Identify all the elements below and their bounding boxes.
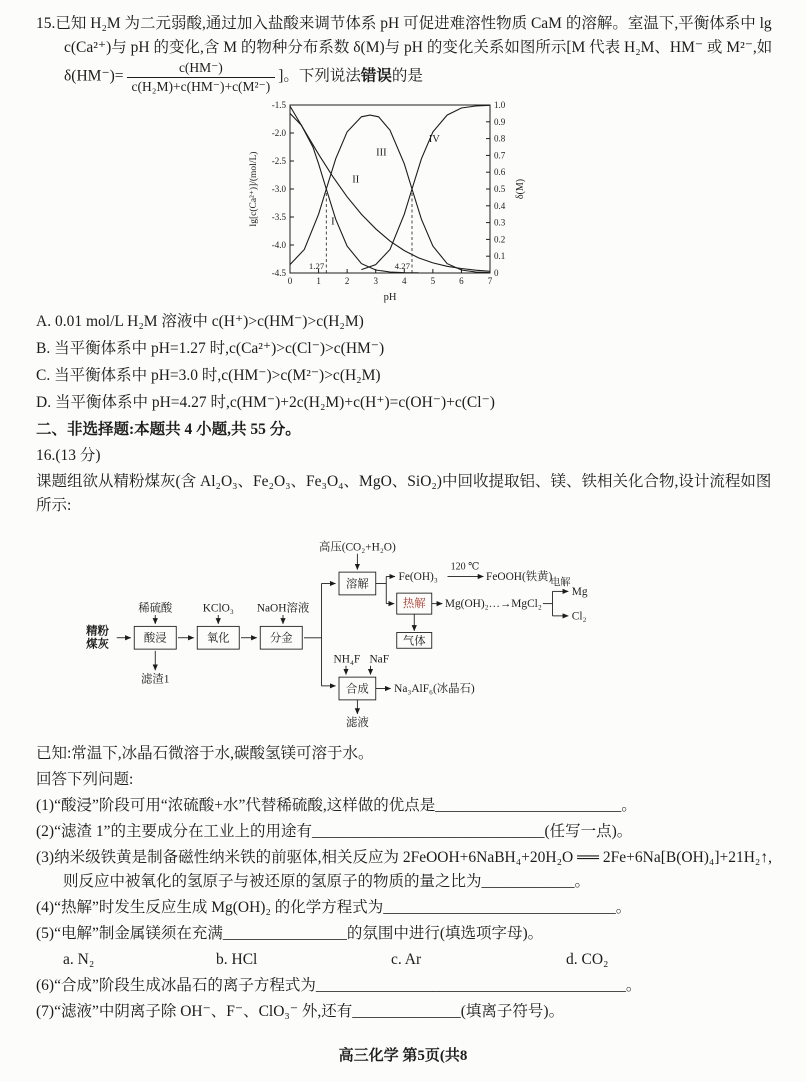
mg-chain-label: Mg(OH)₂…→MgCl₂ (444, 598, 542, 611)
q15-stem-text-3: 的是 (391, 67, 423, 85)
q15-number: 15. (36, 15, 56, 32)
q16-sub-6: (6)“合成”阶段生成冰晶石的离子方程式为________________________________________。 (36, 976, 642, 994)
q16-intro: 课题组欲从精粉煤灰(含 Al₂O₃、Fe₂O₃、Fe₃O₄、MgO、SiO₂)中回收提取铝、镁、铁相关化合物,设计流程如图所示: (36, 473, 772, 515)
residue1-label: 滤渣1 (141, 673, 170, 686)
svg-text:-2.5: -2.5 (271, 156, 286, 167)
fraction-denominator: c(H₂M)+c(HM⁻)+c(M²⁻) (131, 78, 271, 94)
cryolite-label: Na₃AlF₆(冰晶石) (394, 683, 475, 696)
q15-stem-text-1: 已知 H₂M 为二元弱酸,通过加入盐酸来调节体系 pH 可促进难溶性物质 CaM 的溶解。室温下,平衡体系中 lg c(Ca²⁺)与 pH 的变化,含 M 的物种分布系数 δ(M)与 pH 的变化关系如图所示[M 代表 H₂M、HM⁻ 或 M²⁻,如 δ(HM⁻)= (55, 15, 773, 85)
q16-figure (66, 524, 780, 738)
mg-label: Mg (571, 586, 588, 599)
svg-text:lg[c(Ca²⁺)]/(mol/L): lg[c(Ca²⁺)]/(mol/L) (249, 151, 259, 227)
svg-text:IV: IV (428, 134, 440, 146)
choice-d-label: d. (566, 950, 578, 968)
option-c-text: 当平衡体系中 pH=3.0 时,c(HM⁻)>c(M²⁻)>c(H₂M) (54, 367, 381, 385)
svg-text:0.2: 0.2 (494, 234, 506, 245)
svg-text:1.27: 1.27 (308, 261, 325, 272)
choice-c (391, 948, 566, 972)
reagent-kclo3: KClO₃ (202, 602, 234, 615)
q15-stem (36, 12, 780, 94)
box-synthesis-label: 合成 (346, 683, 369, 696)
svg-text:5: 5 (430, 276, 436, 287)
svg-text:-1.5: -1.5 (271, 100, 286, 111)
choice-b (216, 948, 391, 972)
reagent-naoh: NaOH溶液 (256, 602, 310, 615)
flow-feed-line1: 精粉 (86, 625, 109, 638)
reagent-high-pressure: 高压(CO₂+H₂O) (318, 541, 396, 554)
svg-text:II: II (352, 174, 360, 186)
q15-option-c (36, 364, 780, 388)
svg-text:0.7: 0.7 (494, 150, 506, 161)
choice-d-text: CO₂ (581, 950, 609, 968)
choice-c-label: c. (391, 950, 402, 968)
svg-text:7: 7 (487, 276, 493, 287)
svg-text:-4.0: -4.0 (271, 240, 286, 251)
svg-text:6: 6 (459, 276, 464, 287)
box-acid-leach-label: 酸浸 (143, 632, 167, 645)
option-d-label: D. (36, 394, 52, 412)
box-dissolve-label: 溶解 (346, 578, 369, 591)
choice-b-text: HCl (231, 950, 258, 968)
q16-sub-2: (2)“滤渣 1”的主要成分在工业上的用途有______________________________(任写一点)。 (36, 822, 633, 840)
q16-sub-3: (3)纳米级铁黄是制备磁性纳米铁的前驱体,相关反应为 2FeOOH+6NaBH₄+20H₂O ══ 2Fe+6Na[B(OH)₄]+21H₂↑,则反应中被氧化的氢原子与被还原的氢原子的物质的量之比为____________。 (36, 848, 772, 890)
svg-text:0.8: 0.8 (494, 133, 506, 144)
q15-option-a (36, 310, 780, 334)
delta-fraction (127, 60, 276, 94)
feoh3-label: Fe(OH)₃ (398, 571, 438, 584)
choice-a-text: N₂ (77, 950, 95, 968)
svg-text:0.1: 0.1 (494, 251, 506, 262)
box-oxidize-label: 氧化 (206, 632, 230, 645)
feooh-label: FeOOH(铁黄) (486, 571, 553, 584)
svg-text:δ(M): δ(M) (515, 178, 526, 200)
cl2-label: Cl₂ (571, 610, 587, 623)
svg-text:0.6: 0.6 (494, 167, 506, 178)
svg-text:0.9: 0.9 (494, 116, 506, 127)
svg-text:III: III (376, 147, 387, 159)
q16-sub-1: (1)“酸浸”阶段可用“浓硫酸+水”代替稀硫酸,这样做的优点是________________________。 (36, 796, 637, 814)
page-footer: 高三化学 第5页(共8 (338, 1047, 468, 1064)
flow-feed-line2: 煤灰 (86, 638, 109, 651)
reagent-dilute-acid: 稀硫酸 (138, 602, 173, 615)
q16-number: 16.(13 分) (36, 447, 101, 465)
option-c-label: C. (36, 367, 51, 385)
temp-120c-label: 120 ℃ (450, 561, 480, 573)
q16-sub-5-choices (36, 948, 780, 972)
svg-text:-3.5: -3.5 (271, 212, 286, 223)
option-a-text: 0.01 mol/L H₂M 溶液中 c(H⁺)>c(HM⁻)>c(H₂M) (54, 313, 364, 331)
svg-text:0: 0 (287, 276, 293, 287)
svg-text:2: 2 (344, 276, 350, 287)
electrolysis-label: 电解 (550, 577, 571, 589)
option-b-text: 当平衡体系中 pH=1.27 时,c(Ca²⁺)>c(Cl⁻)>c(HM⁻) (54, 340, 385, 358)
option-d-text: 当平衡体系中 pH=4.27 时,c(HM⁻)+2c(H₂M)+c(H⁺)=c(OH⁻)+c(Cl⁻) (54, 394, 495, 412)
q15-chart (244, 98, 536, 306)
fraction-numerator: c(HM⁻) (127, 60, 276, 78)
box-pyrolysis-label: 热解 (402, 598, 426, 611)
q15-stem-text-2: ]。下列说法 (278, 67, 361, 85)
reagent-naf: NaF (369, 653, 390, 666)
choice-a-label: a. (63, 950, 74, 968)
q16-sub-4: (4)“热解”时发生反应生成 Mg(OH)₂ 的化学方程式为______________________________。 (36, 898, 632, 916)
svg-text:4.27: 4.27 (394, 261, 410, 272)
q16-known: 已知:常温下,冰晶石微溶于水,碳酸氢镁可溶于水。 (36, 744, 374, 762)
q16-sub-7: (7)“滤液”中阴离子除 OH⁻、F⁻、ClO₃⁻ 外,还有______________(填离子符号)。 (36, 1002, 565, 1020)
q16-prompt: 回答下列问题: (36, 770, 134, 788)
svg-text:0.4: 0.4 (494, 200, 506, 211)
svg-text:pH: pH (383, 292, 397, 304)
filtrate-label: 滤液 (346, 717, 369, 730)
svg-text:-2.0: -2.0 (271, 128, 286, 139)
svg-text:0: 0 (494, 268, 499, 279)
svg-text:1.0: 1.0 (494, 100, 506, 111)
choice-c-text: Ar (404, 950, 422, 968)
svg-text:4: 4 (402, 276, 407, 287)
svg-text:1: 1 (316, 276, 321, 287)
choice-d (566, 948, 608, 972)
box-split-label: 分金 (269, 632, 293, 645)
svg-text:I: I (331, 216, 335, 228)
reagent-nh4f: NH₄F (333, 653, 361, 666)
gas-label: 气体 (402, 635, 426, 648)
svg-text:-3.0: -3.0 (271, 184, 286, 195)
option-b-label: B. (36, 340, 51, 358)
q16-flow-diagram (66, 524, 626, 730)
q15-stem-emphasis: 错误 (360, 67, 392, 85)
choice-b-label: b. (216, 950, 228, 968)
svg-text:-4.5: -4.5 (271, 268, 286, 279)
q15-option-d (36, 391, 780, 415)
section2-header: 二、非选择题:本题共 4 小题,共 55 分。 (36, 421, 301, 439)
q16-sub-5: (5)“电解”制金属镁须在充满________________的氛围中进行(填选项字母)。 (36, 924, 544, 942)
option-a-label: A. (36, 313, 52, 331)
choice-a (63, 948, 216, 972)
q15-option-b (36, 337, 780, 361)
svg-text:3: 3 (373, 276, 378, 287)
svg-text:0.5: 0.5 (494, 184, 506, 195)
svg-text:0.3: 0.3 (494, 217, 506, 228)
q15-figure (18, 98, 762, 306)
